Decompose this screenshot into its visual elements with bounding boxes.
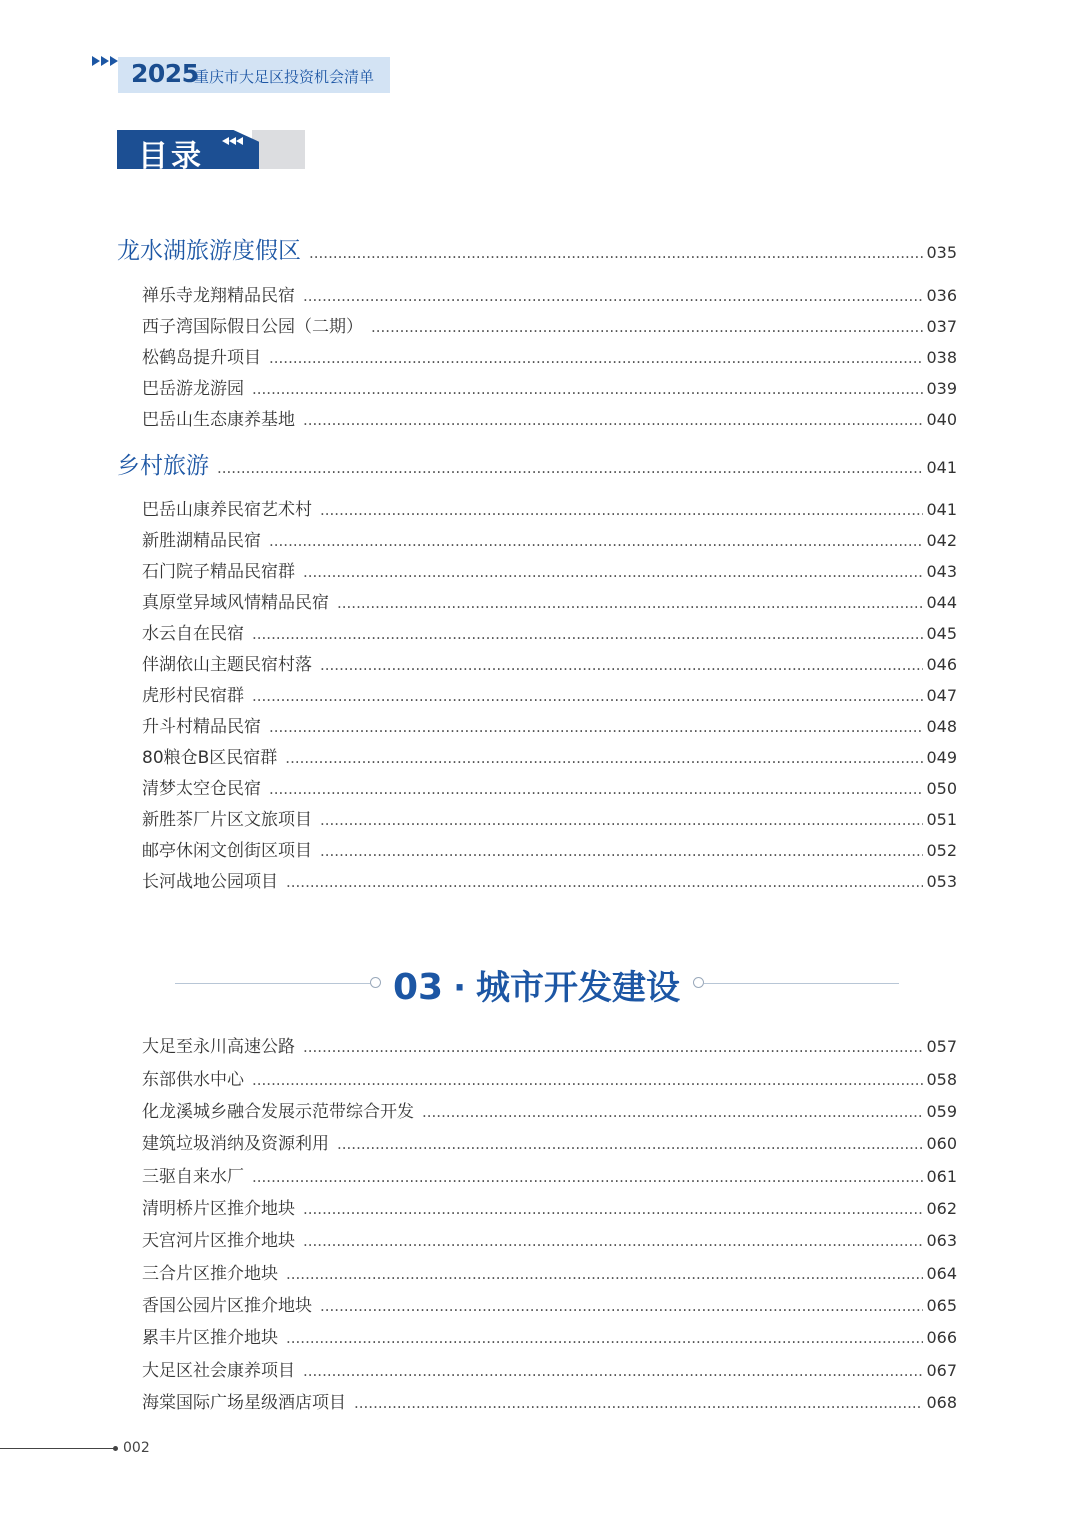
toc-leader-dots (303, 287, 923, 305)
toc-item-row[interactable] (142, 1162, 957, 1187)
toc-item-label: 化龙溪城乡融合发展示范带综合开发 (142, 1102, 414, 1122)
toc-page-number: 065 (926, 1296, 957, 1315)
toc-page-number: 066 (926, 1328, 957, 1347)
toc-item-label: 东部供水中心 (142, 1070, 244, 1090)
toc-item-row[interactable] (142, 1129, 957, 1154)
toc-item-label: 清明桥片区推介地块 (142, 1199, 295, 1219)
toc-page-number: 047 (926, 686, 957, 705)
toc-leader-dots (269, 780, 923, 798)
toc-title: 目录 (138, 139, 204, 174)
toc-item-row[interactable] (142, 281, 957, 306)
toc-page-number: 042 (926, 531, 957, 550)
toc-page-number: 062 (926, 1199, 957, 1218)
toc-leader-dots (320, 842, 923, 860)
toc-leader-dots (286, 1265, 923, 1283)
toc-item-label: 新胜茶厂片区文旅项目 (142, 810, 312, 830)
toc-leader-dots (371, 318, 923, 336)
toc-item-label: 西子湾国际假日公园（二期） (142, 317, 363, 337)
toc-item-row[interactable] (142, 1032, 957, 1057)
toc-item-row[interactable] (142, 495, 957, 520)
toc-item-label: 大足区社会康养项目 (142, 1361, 295, 1381)
toc-leader-dots (252, 1071, 923, 1089)
toc-item-row[interactable] (142, 681, 957, 706)
toc-item-row[interactable] (142, 774, 957, 799)
toc-leader-dots (303, 1038, 923, 1056)
toc-title-gray-block (252, 130, 305, 169)
toc-leader-dots (320, 1297, 923, 1315)
toc-leader-dots (354, 1394, 923, 1412)
header-title: 重庆市大足区投资机会清单 (194, 68, 375, 86)
chapter-divider-line-right (704, 983, 899, 984)
toc-item-label: 天宫河片区推介地块 (142, 1231, 295, 1251)
toc-item-label: 三驱自来水厂 (142, 1167, 244, 1187)
chapter-separator: · (453, 968, 467, 1008)
toc-page-number: 068 (926, 1393, 957, 1412)
toc-leader-dots (269, 532, 923, 550)
toc-item-label: 巴岳山康养民宿艺术村 (142, 500, 312, 520)
toc-item-row[interactable] (142, 1194, 957, 1219)
toc-item-row[interactable] (142, 588, 957, 613)
toc-leader-dots (285, 749, 923, 767)
toc-item-row[interactable] (142, 1356, 957, 1381)
toc-section-row[interactable] (117, 447, 957, 480)
toc-item-row[interactable] (142, 1291, 957, 1316)
toc-page-number: 048 (926, 717, 957, 736)
toc-item-row[interactable] (142, 712, 957, 737)
toc-section-title: 乡村旅游 (117, 453, 209, 479)
toc-title-arrows-icon (222, 137, 243, 145)
toc-page-number: 040 (926, 410, 957, 429)
toc-leader-dots (309, 244, 923, 262)
toc-item-row[interactable] (142, 867, 957, 892)
chapter-number: 03 (393, 967, 444, 1008)
header-arrows-icon (92, 56, 118, 66)
toc-leader-dots (286, 873, 923, 891)
toc-item-row[interactable] (142, 1097, 957, 1122)
toc-item-label: 建筑垃圾消纳及资源利用 (142, 1134, 329, 1154)
toc-item-row[interactable] (142, 743, 957, 768)
toc-item-label: 新胜湖精品民宿 (142, 531, 261, 551)
toc-item-row[interactable] (142, 343, 957, 368)
toc-page-number: 036 (926, 286, 957, 305)
toc-item-row[interactable] (142, 650, 957, 675)
toc-page-number: 049 (926, 748, 957, 767)
toc-item-label: 清梦太空仓民宿 (142, 779, 261, 799)
toc-leader-dots (252, 1168, 923, 1186)
toc-leader-dots (303, 1232, 923, 1250)
header-year: 2025 (131, 59, 199, 88)
toc-page-number: 050 (926, 779, 957, 798)
toc-page-number: 045 (926, 624, 957, 643)
toc-item-label: 松鹤岛提升项目 (142, 348, 261, 368)
toc-item-label: 水云自在民宿 (142, 624, 244, 644)
toc-item-row[interactable] (142, 836, 957, 861)
toc-item-label: 虎形村民宿群 (142, 686, 244, 706)
toc-item-label: 升斗村精品民宿 (142, 717, 261, 737)
footer-dot (113, 1446, 118, 1451)
toc-item-row[interactable] (142, 1259, 957, 1284)
toc-item-label: 禅乐寺龙翔精品民宿 (142, 286, 295, 306)
toc-section-row[interactable] (117, 232, 957, 265)
toc-page-number: 057 (926, 1037, 957, 1056)
toc-item-label: 长河战地公园项目 (142, 872, 278, 892)
toc-leader-dots (303, 1200, 923, 1218)
chapter-divider-circle-left (370, 977, 381, 988)
toc-item-row[interactable] (142, 1226, 957, 1251)
toc-leader-dots (217, 459, 923, 477)
toc-page-number: 053 (926, 872, 957, 891)
toc-leader-dots (303, 1362, 923, 1380)
toc-page-number: 058 (926, 1070, 957, 1089)
toc-item-label: 大足至永川高速公路 (142, 1037, 295, 1057)
toc-page-number: 061 (926, 1167, 957, 1186)
toc-leader-dots (252, 625, 923, 643)
toc-item-row[interactable] (142, 374, 957, 399)
toc-page-number: 039 (926, 379, 957, 398)
toc-page-number: 064 (926, 1264, 957, 1283)
toc-leader-dots (303, 411, 923, 429)
chapter-heading (393, 960, 680, 1009)
toc-page-number: 043 (926, 562, 957, 581)
toc-page-number: 041 (926, 500, 957, 519)
toc-item-label: 巴岳山生态康养基地 (142, 410, 295, 430)
toc-item-row[interactable] (142, 619, 957, 644)
toc-item-label: 邮亭休闲文创街区项目 (142, 841, 312, 861)
toc-page-number: 051 (926, 810, 957, 829)
toc-item-label: 三合片区推介地块 (142, 1264, 278, 1284)
toc-leader-dots (320, 501, 923, 519)
toc-item-label: 伴湖依山主题民宿村落 (142, 655, 312, 675)
footer-page-number: 002 (123, 1440, 150, 1456)
toc-leader-dots (422, 1103, 923, 1121)
toc-page-number: 037 (926, 317, 957, 336)
toc-item-label: 累丰片区推介地块 (142, 1328, 278, 1348)
toc-leader-dots (269, 349, 923, 367)
chapter-divider-line-left (175, 983, 370, 984)
toc-page-number: 060 (926, 1134, 957, 1153)
toc-page-number: 035 (926, 243, 957, 262)
toc-item-label: 80粮仓B区民宿群 (142, 748, 278, 768)
toc-leader-dots (337, 594, 923, 612)
toc-item-row[interactable] (142, 1323, 957, 1348)
toc-item-label: 石门院子精品民宿群 (142, 562, 295, 582)
toc-page-number: 046 (926, 655, 957, 674)
toc-leader-dots (269, 718, 923, 736)
toc-page-number: 038 (926, 348, 957, 367)
toc-item-row[interactable] (142, 526, 957, 551)
toc-page-number: 041 (926, 458, 957, 477)
toc-item-label: 真原堂异域风情精品民宿 (142, 593, 329, 613)
toc-item-label: 海棠国际广场星级酒店项目 (142, 1393, 346, 1413)
toc-item-row[interactable] (142, 557, 957, 582)
toc-item-row[interactable] (142, 805, 957, 830)
chapter-title: 城市开发建设 (476, 968, 681, 1008)
toc-page-number: 063 (926, 1231, 957, 1250)
footer-rule (0, 1448, 116, 1449)
toc-item-label: 巴岳游龙游园 (142, 379, 244, 399)
toc-item-label: 香国公园片区推介地块 (142, 1296, 312, 1316)
toc-page-number: 067 (926, 1361, 957, 1380)
toc-leader-dots (303, 563, 923, 581)
toc-item-row[interactable] (142, 405, 957, 430)
toc-page-number: 052 (926, 841, 957, 860)
toc-page-number: 059 (926, 1102, 957, 1121)
toc-leader-dots (286, 1329, 923, 1347)
toc-page-number: 044 (926, 593, 957, 612)
toc-leader-dots (252, 687, 923, 705)
toc-leader-dots (252, 380, 923, 398)
chapter-divider-circle-right (693, 977, 704, 988)
toc-section-title: 龙水湖旅游度假区 (117, 238, 301, 264)
toc-leader-dots (320, 811, 923, 829)
toc-item-row[interactable] (142, 1388, 957, 1413)
toc-item-row[interactable] (142, 312, 957, 337)
toc-item-row[interactable] (142, 1065, 957, 1090)
toc-leader-dots (320, 656, 923, 674)
toc-leader-dots (337, 1135, 923, 1153)
